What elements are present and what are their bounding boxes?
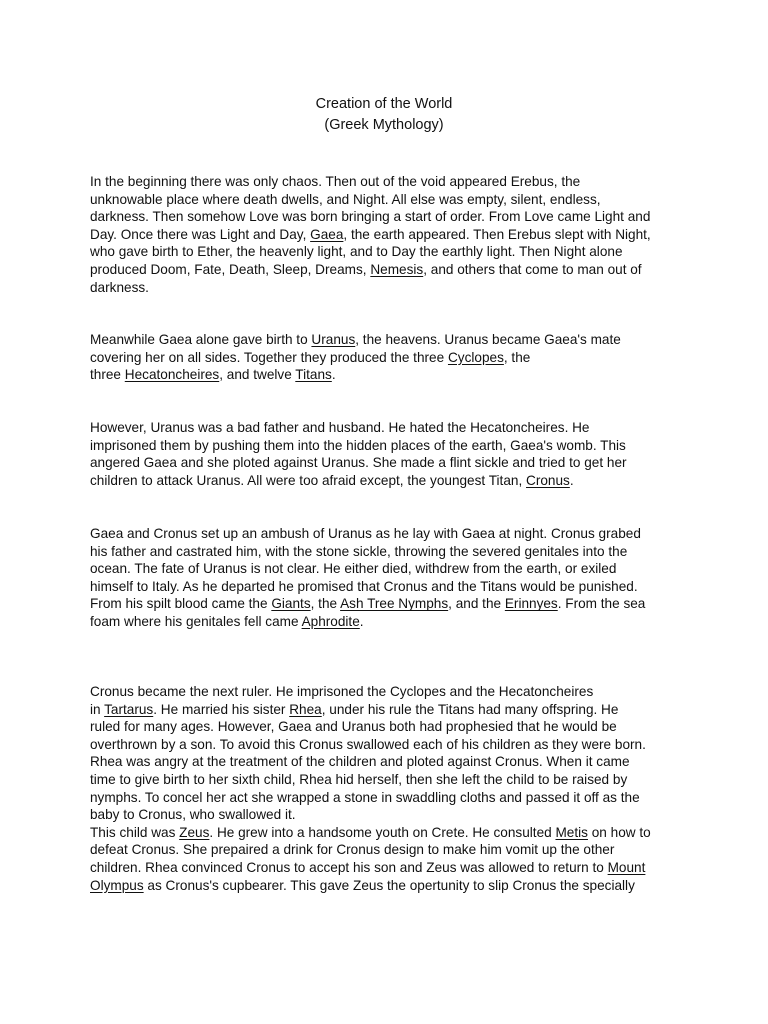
text-run: children to attack Uranus. All were too afraid except, the youngest Titan, — [90, 472, 526, 488]
link-metis[interactable]: Metis — [555, 824, 588, 840]
text-run: . — [331, 367, 336, 383]
text-line — [90, 454, 680, 472]
document-subtitle: (Greek Mythology) — [324, 117, 444, 133]
text-run: Meanwhile Gaea alone gave birth to — [90, 332, 312, 347]
text-line — [90, 472, 680, 490]
link-cronus[interactable]: Cronus — [526, 472, 570, 488]
text-run: defeat Cronus. She prepaired a drink for Cronus design to make him vomit up the other — [90, 842, 615, 858]
text-run: In the beginning there was only chaos. Then out of the void appeared Erebus, the — [90, 174, 581, 189]
text-line — [90, 683, 680, 701]
text-line — [90, 437, 680, 455]
paragraph-hecatoncheires — [90, 419, 680, 489]
text-run: covering her on all sides. Together they produced the three — [90, 349, 448, 365]
text-line — [90, 613, 680, 631]
text-run: overthrown by a son. To avoid this Cronus swallowed each of his children as they were born. — [90, 736, 646, 752]
text-line — [90, 173, 680, 191]
text-run: . — [569, 472, 574, 488]
text-line — [90, 279, 680, 297]
text-line — [90, 824, 680, 842]
text-line — [90, 841, 680, 859]
document-title: Creation of the World — [315, 96, 453, 112]
text-line — [90, 331, 680, 349]
text-run: who gave birth to Ether, the heavenly light, and to Day the earthly light. Then Night alone — [90, 244, 623, 260]
link-ash-tree-nymphs[interactable]: Ash Tree Nymphs — [340, 596, 449, 612]
text-line — [90, 543, 680, 561]
text-line — [90, 226, 680, 244]
text-line — [90, 366, 680, 384]
text-run: imprisoned them by pushing them into the hidden places of the earth, Gaea's womb. This — [90, 437, 626, 453]
text-line — [90, 859, 680, 877]
link-giants[interactable]: Giants — [271, 596, 311, 612]
text-run: . — [359, 613, 364, 629]
link-aphrodite[interactable]: Aphrodite — [301, 613, 360, 629]
paragraph-cronus-rule — [90, 683, 680, 894]
text-run: baby to Cronus, who swallowed it. — [90, 807, 296, 823]
link-tartarus[interactable]: Tartarus — [104, 701, 154, 717]
paragraph-chaos — [90, 173, 680, 296]
text-run: foam where his genitales fell came — [90, 613, 302, 629]
text-run: time to give birth to her sixth child, Rhea hid herself, then she left the child to be raised by — [90, 771, 628, 787]
text-line — [90, 771, 680, 789]
link-erinnyes[interactable]: Erinnyes — [504, 596, 558, 612]
text-run: nymphs. To concel her act she wrapped a stone in swaddling cloths and passed it off as the — [90, 789, 640, 805]
text-run: darkness. — [90, 279, 149, 295]
link-nemesis[interactable]: Nemesis — [370, 261, 424, 277]
text-line — [90, 753, 680, 771]
text-run: Cronus became the next ruler. He imprisoned the Cyclopes and the Hecatoncheires — [90, 684, 594, 699]
text-run: Gaea and Cronus set up an ambush of Uranus as he lay with Gaea at night. Cronus grabed — [90, 526, 641, 541]
text-run: in — [90, 701, 105, 717]
text-line — [90, 208, 680, 226]
link-olympus[interactable]: Olympus — [90, 877, 144, 893]
text-run: children. Rhea convinced Cronus to accept his son and Zeus was allowed to return to — [90, 859, 608, 875]
text-run: himself to Italy. As he departed he promised that Cronus and the Titans would be punished. — [90, 578, 638, 594]
text-run: ocean. The fate of Uranus is not clear. He either died, withdrew from the earth, or exiled — [90, 561, 617, 577]
link-hecatoncheires[interactable]: Hecatoncheires — [124, 367, 220, 383]
text-run: darkness. Then somehow Love was born bringing a start of order. From Love came Light and — [90, 209, 651, 225]
text-run: , under his rule the Titans had many offspring. He — [321, 701, 619, 717]
text-run: his father and castrated him, with the stone sickle, throwing the severed genitales into the — [90, 543, 628, 559]
title-block — [0, 94, 768, 136]
text-run: angered Gaea and she ploted against Uranus. She made a flint sickle and tried to get her — [90, 455, 627, 471]
paragraph-ambush — [90, 525, 680, 631]
text-run: From his spilt blood came the — [90, 596, 272, 612]
text-run: . He married his sister — [153, 701, 290, 717]
paragraph-uranus — [90, 331, 680, 384]
text-run: This child was — [90, 824, 180, 840]
text-run: on how to — [587, 824, 651, 840]
text-line — [90, 560, 680, 578]
text-run: , the heavens. Uranus became Gaea's mate — [355, 332, 621, 347]
link-titans[interactable]: Titans — [295, 367, 332, 383]
text-line — [90, 261, 680, 279]
text-line — [90, 736, 680, 754]
text-line — [90, 349, 680, 367]
text-line — [90, 525, 680, 543]
link-rhea[interactable]: Rhea — [289, 701, 322, 717]
link-mount[interactable]: Mount — [607, 859, 646, 875]
text-run: , and others that come to man out of — [423, 261, 642, 277]
text-run: unknowable place where death dwells, and Night. All else was empty, silent, endless, — [90, 191, 601, 207]
text-run: ruled for many ages. However, Gaea and Uranus both had prophesied that he would be — [90, 719, 617, 735]
text-line — [90, 243, 680, 261]
link-uranus[interactable]: Uranus — [311, 332, 356, 347]
text-run: , the — [310, 596, 341, 612]
text-run: However, Uranus was a bad father and husband. He hated the Hecatoncheires. He — [90, 420, 590, 435]
link-zeus[interactable]: Zeus — [179, 824, 210, 840]
text-line — [90, 191, 680, 209]
text-line — [90, 578, 680, 596]
text-run: produced Doom, Fate, Death, Sleep, Dreams, — [90, 261, 371, 277]
text-line — [90, 419, 680, 437]
text-line — [90, 595, 680, 613]
text-run: . He grew into a handsome youth on Crete. He consulted — [209, 824, 556, 840]
text-run: Day. Once there was Light and Day, — [90, 226, 311, 242]
text-run: , and twelve — [219, 367, 296, 383]
text-line — [90, 806, 680, 824]
link-gaea[interactable]: Gaea — [310, 226, 344, 242]
text-run: as Cronus's cupbearer. This gave Zeus the opertunity to slip Cronus the specially — [143, 877, 635, 893]
text-line — [90, 718, 680, 736]
link-cyclopes[interactable]: Cyclopes — [447, 349, 504, 365]
text-line — [90, 701, 680, 719]
text-line — [90, 789, 680, 807]
text-run: , the earth appeared. Then Erebus slept with Night, — [343, 226, 651, 242]
text-run: , the — [503, 349, 531, 365]
text-run: . From the sea — [557, 596, 646, 612]
text-run: Rhea was angry at the treatment of the children and ploted against Cronus. When it came — [90, 754, 630, 770]
text-run: , and the — [448, 596, 505, 612]
text-run: three — [90, 367, 125, 383]
text-line — [90, 877, 680, 895]
